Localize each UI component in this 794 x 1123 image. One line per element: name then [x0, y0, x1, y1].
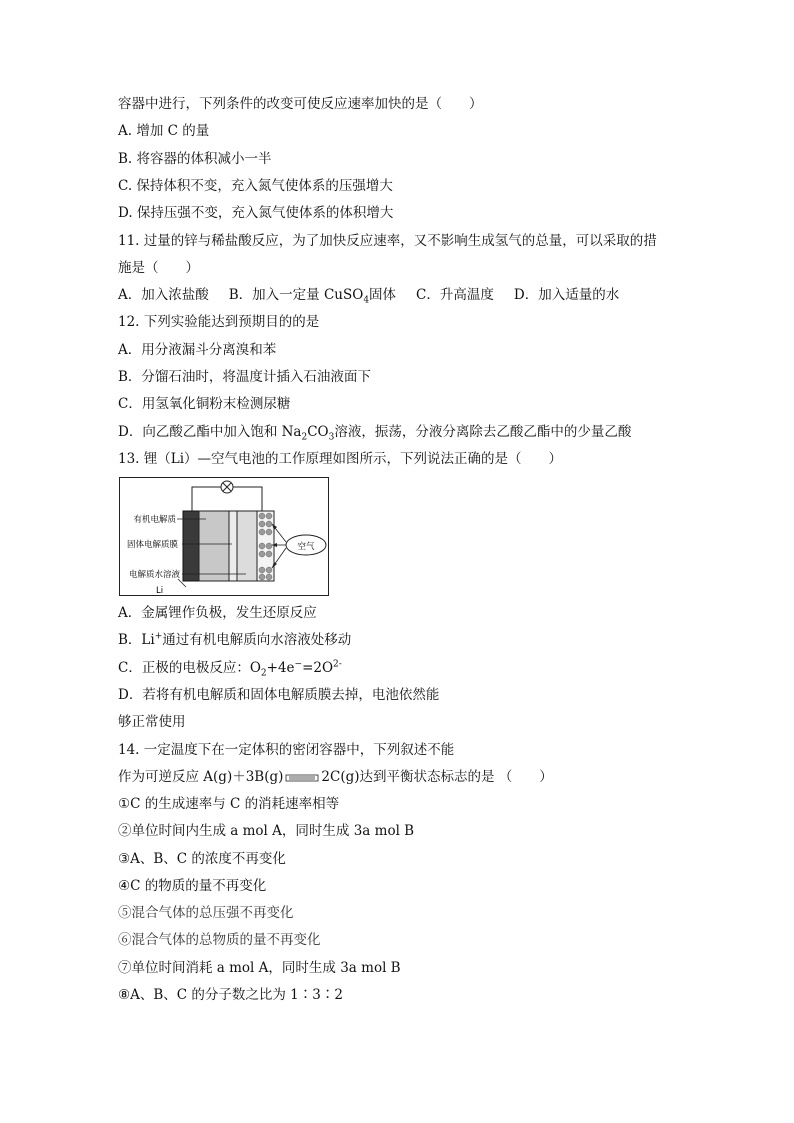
q12-option-b: B．分馏石油时，将温度计插入石油液面下: [118, 369, 371, 385]
q14-item-1: ①C 的生成速率与 C 的消耗速率相等: [118, 796, 340, 812]
q12-option-a: A．用分液漏斗分离溴和苯: [118, 342, 277, 358]
q10-option-c: C. 保持体积不变，充入氮气使体系的压强增大: [118, 178, 393, 194]
aqueous-electrolyte-region: [237, 511, 257, 581]
q14-item-7: ⑦单位时间消耗 a mol A，同时生成 3a mol B: [118, 960, 401, 976]
label-aqueous-electrolyte: 电解质水溶液: [128, 570, 180, 580]
label-li: Li: [156, 586, 164, 595]
q14-item-4: ④C 的物质的量不再变化: [118, 878, 267, 894]
q11-option-b: B．加入一定量 CuSO$_4$固体: [228, 287, 397, 306]
q11-option-d: D．加入适量的水: [513, 287, 620, 303]
q14-item-8: ⑧A、B、C 的分子数之比为 1∶3∶2: [118, 987, 343, 1003]
q14-item-5: ⑤混合气体的总压强不再变化: [118, 905, 294, 921]
q14-stem-line1: 14. 一定温度下在一定体积的密闭容器中，下列叙述不能: [118, 742, 455, 758]
q14-item-3: ③A、B、C 的浓度不再变化: [118, 851, 286, 867]
q13-option-d-line1: D．若将有机电解质和固体电解质膜去掉，电池依然能: [118, 687, 440, 703]
q10-option-b: B. 将容器的体积减小一半: [118, 151, 272, 167]
q14-item-6: ⑥混合气体的总物质的量不再变化: [118, 932, 321, 948]
q14-stem-line2: 作为可逆反应 A(g)＋3B(g) 2C(g)达到平衡状态标志的是 （ ）: [118, 769, 553, 785]
q11-option-c: C．升高温度: [416, 287, 494, 303]
battery-diagram-svg: [120, 478, 328, 595]
q12-option-d: D．向乙酸乙酯中加入饱和 $Na_2CO_3$溶液，振荡，分液分离除去乙酸乙酯中的少量乙酸: [118, 424, 632, 443]
q13-option-d-line2: 够正常使用: [118, 714, 186, 730]
solid-electrolyte-membrane: [229, 511, 237, 581]
q12-option-c: C．用氢氧化铜粉末检测尿糖: [118, 396, 291, 412]
q11-option-a: A．加入浓盐酸: [118, 287, 209, 303]
q10-stem: 容器中进行，下列条件的改变可使反应速率加快的是（ ）: [118, 96, 483, 112]
q11-stem-line2: 施是（ ）: [118, 260, 199, 276]
q11-options-row: [118, 286, 619, 304]
label-organic-electrolyte: 有机电解质: [133, 515, 176, 525]
q10-option-a: A. 增加 C 的量: [118, 123, 210, 139]
lithium-electrode: [183, 511, 199, 581]
label-solid-membrane: 固体电解质膜: [126, 540, 178, 550]
q13-option-b: B．Li+通过有机电解质向水溶液处移动: [118, 631, 352, 648]
q12-stem: 12. 下列实验能达到预期目的的是: [118, 314, 320, 330]
q14-item-2: ②单位时间内生成 a mol A，同时生成 3a mol B: [118, 823, 415, 839]
battery-diagram: [119, 477, 329, 596]
q13-option-c: C．正极的电极反应：$O_2+4e^-=2O^{2-}$: [118, 659, 342, 679]
q10-option-d: D. 保持压强不变，充入氮气使体系的体积增大: [118, 205, 394, 221]
q13-stem: 13. 锂（Li）—空气电池的工作原理如图所示，下列说法正确的是（ ）: [118, 451, 563, 467]
label-air: 空气: [297, 542, 315, 552]
equilibrium-arrow-icon: [285, 774, 319, 782]
q13-option-a: A．金属锂作负极，发生还原反应: [118, 605, 317, 621]
q11-stem-line1: 11. 过量的锌与稀盐酸反应，为了加快反应速率，又不影响生成氢气的总量，可以采取的措: [118, 233, 657, 249]
organic-electrolyte-region: [199, 511, 229, 581]
